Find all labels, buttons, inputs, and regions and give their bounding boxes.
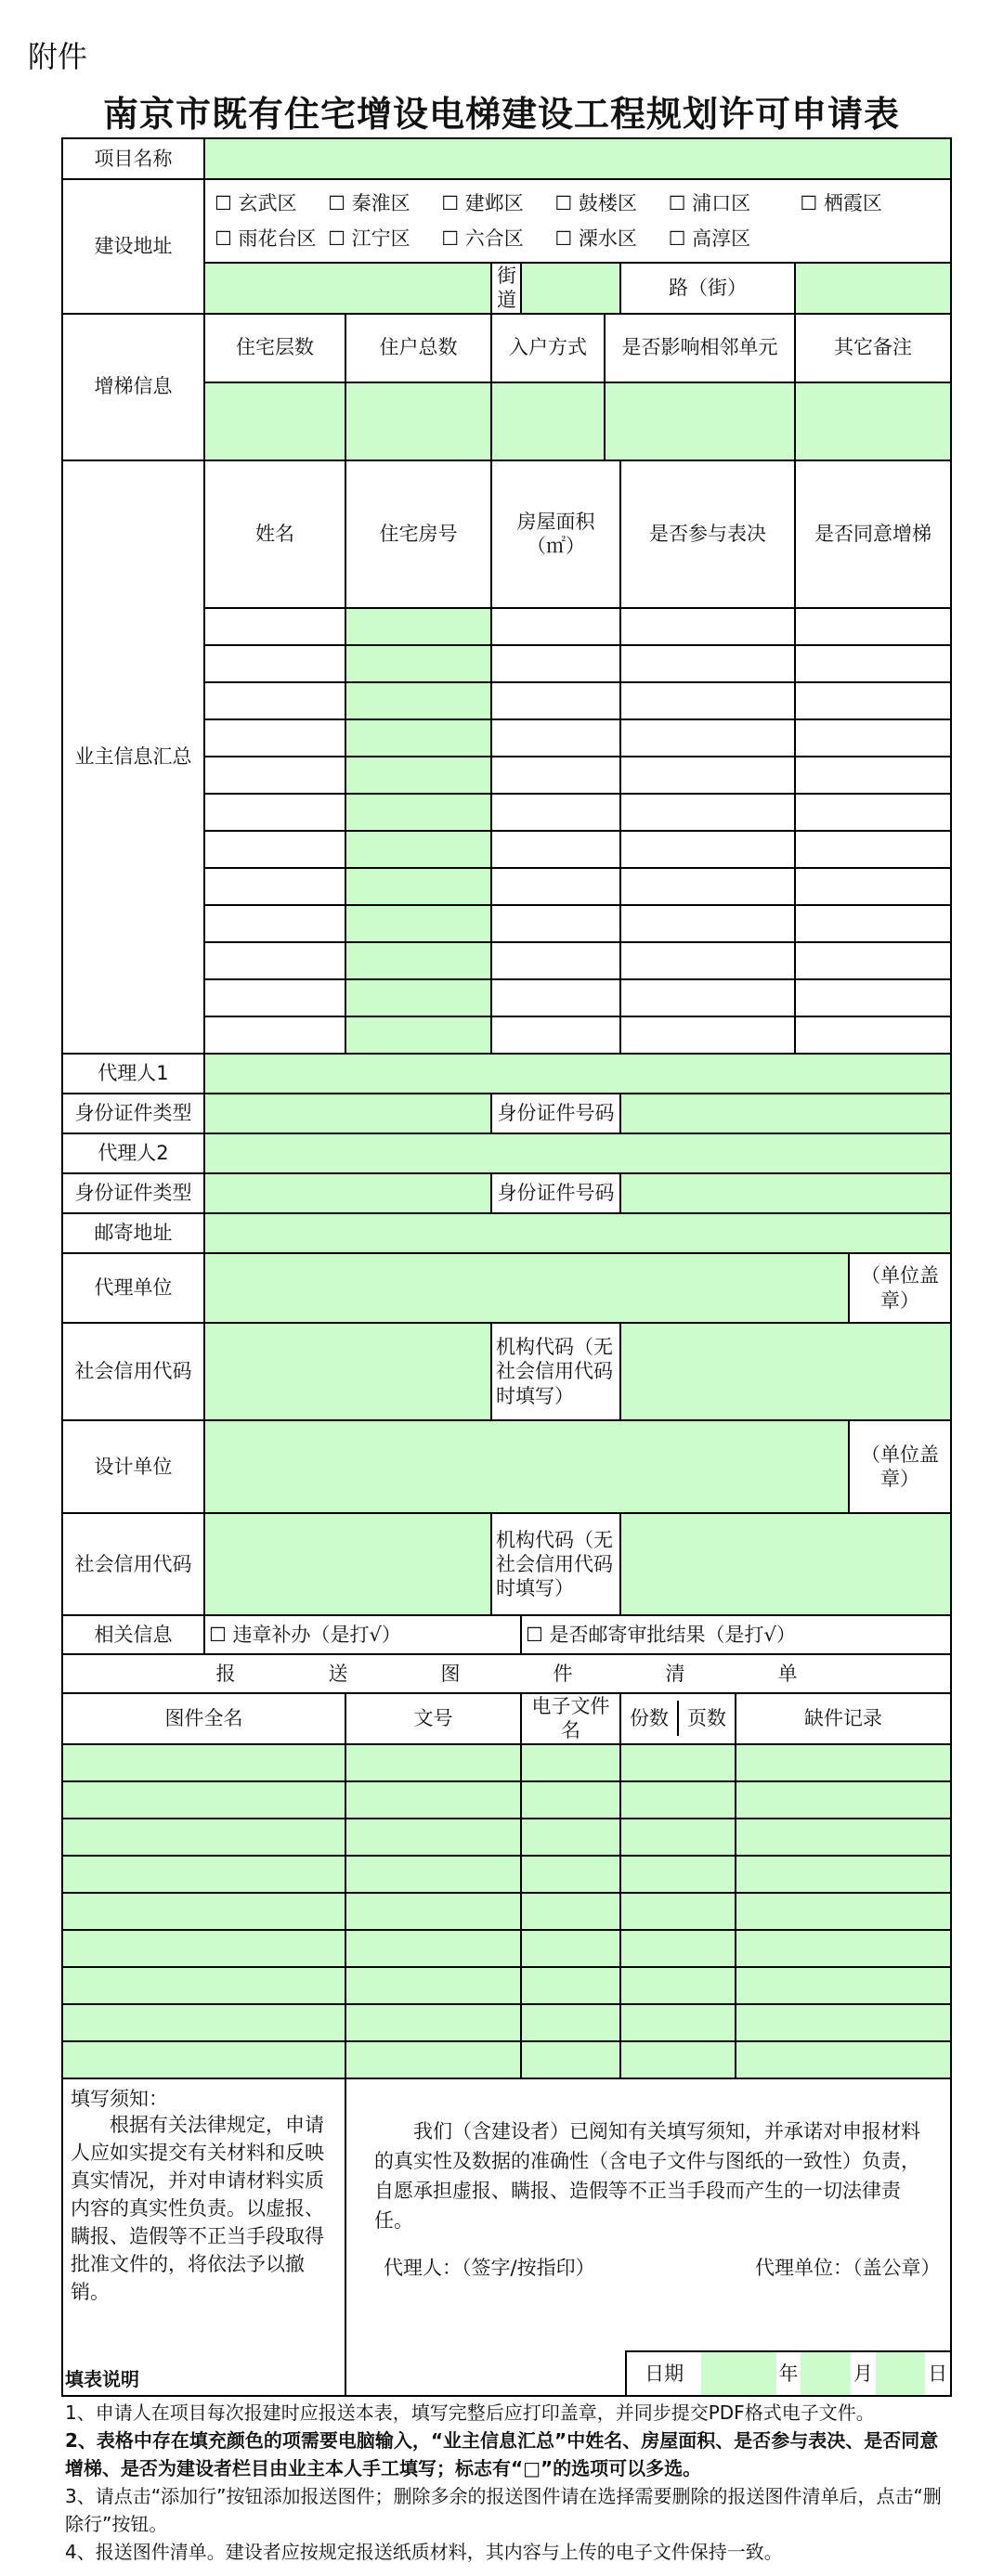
- label-address: 建设地址: [62, 179, 204, 314]
- elevator-note-input[interactable]: [795, 382, 951, 460]
- doc-no-input[interactable]: [345, 1781, 521, 1819]
- credit-code-2-input[interactable]: [204, 1513, 491, 1615]
- missing-input[interactable]: [736, 1819, 951, 1856]
- missing-input[interactable]: [736, 1744, 951, 1781]
- agent1-input[interactable]: [204, 1054, 951, 1094]
- owner-name-cell[interactable]: [204, 719, 345, 757]
- missing-input[interactable]: [736, 2041, 951, 2078]
- missing-input[interactable]: [736, 1967, 951, 2004]
- owner-name-cell[interactable]: [204, 608, 345, 645]
- header-copies: 份数: [621, 1701, 679, 1736]
- notice-body: 根据有关法律规定，申请人应如实提交有关材料和反映真实情况，并对申请材料实质内容的真实性负责。以虚报、瞒报、造假等不正当手段取得批准文件的，将依法予以撤销。: [71, 2113, 324, 2303]
- street-input[interactable]: [204, 263, 491, 314]
- label-id-type-2: 身份证件类型: [62, 1173, 204, 1213]
- header-elevator-note: 其它备注: [795, 314, 951, 382]
- label-street: 街道: [491, 263, 521, 314]
- label-postal: 邮寄地址: [62, 1213, 204, 1253]
- district-option[interactable]: ☐ 浦口区: [668, 191, 751, 214]
- owner-area-cell[interactable]: [491, 979, 620, 1016]
- e-file-input[interactable]: [521, 1893, 620, 1930]
- copies-pages-input[interactable]: [620, 1744, 736, 1781]
- agent2-input[interactable]: [204, 1133, 951, 1173]
- owner-name-cell[interactable]: [204, 645, 345, 682]
- doc-no-input[interactable]: [345, 2041, 521, 2078]
- owner-agree-cell[interactable]: [795, 719, 951, 757]
- owner-name-cell[interactable]: [204, 682, 345, 719]
- header-vote: 是否参与表决: [620, 460, 795, 609]
- owner-name-cell[interactable]: [204, 1016, 345, 1054]
- header-affect: 是否影响相邻单元: [605, 314, 795, 382]
- label-id-no-1: 身份证件号码: [491, 1094, 620, 1133]
- owner-vote-cell[interactable]: [620, 682, 795, 719]
- label-org-code-2: 机构代码（无社会信用代码时填写）: [491, 1513, 620, 1615]
- page-label: 附件: [28, 39, 88, 74]
- project-name-input[interactable]: [204, 138, 951, 179]
- application-form: [61, 137, 952, 2397]
- header-doc-no: 文号: [345, 1693, 521, 1744]
- option-mail[interactable]: ☐ 是否邮寄审批结果（是打√）: [521, 1615, 951, 1654]
- header-owner-name: 姓名: [204, 460, 345, 609]
- owner-vote-cell[interactable]: [620, 645, 795, 682]
- owner-room-input[interactable]: [345, 645, 491, 682]
- district-option[interactable]: ☐ 建邺区: [441, 191, 524, 214]
- doc-name-input[interactable]: [62, 1819, 345, 1856]
- owner-name-cell[interactable]: [204, 868, 345, 905]
- district-option[interactable]: ☐ 江宁区: [328, 227, 410, 250]
- doc-no-input[interactable]: [345, 2004, 521, 2041]
- owner-vote-cell[interactable]: [620, 608, 795, 645]
- id-type-2-input[interactable]: [204, 1173, 491, 1213]
- owner-name-cell[interactable]: [204, 757, 345, 794]
- e-file-input[interactable]: [521, 2041, 620, 2078]
- owner-vote-cell[interactable]: [620, 905, 795, 942]
- missing-input[interactable]: [736, 1930, 951, 1967]
- doc-no-input[interactable]: [345, 1744, 521, 1781]
- owner-room-input[interactable]: [345, 794, 491, 831]
- owner-vote-cell[interactable]: [620, 719, 795, 757]
- header-doc-name: 图件全名: [62, 1693, 345, 1744]
- doc-no-input[interactable]: [345, 1967, 521, 2004]
- owner-vote-cell[interactable]: [620, 942, 795, 979]
- owner-agree-cell[interactable]: [795, 794, 951, 831]
- owner-area-cell[interactable]: [491, 831, 620, 868]
- district-option[interactable]: ☐ 秦淮区: [328, 191, 410, 214]
- doc-no-input[interactable]: [345, 1819, 521, 1856]
- doc-name-input[interactable]: [62, 1893, 345, 1930]
- list-title: 报送图件清单: [62, 1654, 951, 1693]
- missing-input[interactable]: [736, 1781, 951, 1819]
- owner-agree-cell[interactable]: [795, 868, 951, 905]
- owner-area-cell[interactable]: [491, 719, 620, 757]
- owner-agree-cell[interactable]: [795, 608, 951, 645]
- copies-pages-input[interactable]: [620, 2041, 736, 2078]
- label-day: 日: [928, 2362, 948, 2385]
- owner-name-cell[interactable]: [204, 905, 345, 942]
- owner-room-input[interactable]: [345, 719, 491, 757]
- owner-area-cell[interactable]: [491, 608, 620, 645]
- pledge-cell: [345, 2078, 951, 2396]
- road-input[interactable]: [521, 263, 620, 314]
- header-copies-pages: [620, 1693, 736, 1744]
- agent-unit-input[interactable]: [204, 1253, 849, 1323]
- doc-name-input[interactable]: [62, 2004, 345, 2041]
- pledge-text: 我们（含建设者）已阅知有关填写须知，并承诺对申报材料的真实性及数据的准确性（含电子文件与图纸的一致性）负责，自愿承担虚报、瞒报、造假等不正当手段而产生的一切法律责任。: [374, 2119, 920, 2232]
- owner-room-input[interactable]: [345, 682, 491, 719]
- copies-pages-input[interactable]: [620, 1819, 736, 1856]
- owner-name-cell[interactable]: [204, 979, 345, 1016]
- owner-room-input[interactable]: [345, 979, 491, 1016]
- label-road: 路（街）: [620, 263, 795, 314]
- note-item-2: 2、表格中存在填充颜色的项需要电脑输入，“业主信息汇总”中姓名、房屋面积、是否参与表决、是否同意增梯、是否为建设者栏目由业主本人手工填写；标志有“□”的选项可以多选。: [65, 2429, 939, 2479]
- doc-name-input[interactable]: [62, 1967, 345, 2004]
- label-org-code-1: 机构代码（无社会信用代码时填写）: [491, 1323, 620, 1420]
- label-credit-code-2: 社会信用代码: [62, 1513, 204, 1615]
- label-agent2: 代理人2: [62, 1133, 204, 1173]
- district-option[interactable]: ☐ 玄武区: [215, 191, 297, 214]
- owner-agree-cell[interactable]: [795, 757, 951, 794]
- header-area: 房屋面积（㎡）: [491, 460, 620, 609]
- owner-room-input[interactable]: [345, 905, 491, 942]
- credit-code-1-input[interactable]: [204, 1323, 491, 1420]
- header-entry: 入户方式: [491, 314, 605, 382]
- owner-agree-cell[interactable]: [795, 905, 951, 942]
- owner-area-cell[interactable]: [491, 942, 620, 979]
- district-option[interactable]: ☐ 高淳区: [668, 227, 751, 250]
- e-file-input[interactable]: [521, 2004, 620, 2041]
- owner-area-cell[interactable]: [491, 757, 620, 794]
- owner-area-cell[interactable]: [491, 868, 620, 905]
- header-e-file: 电子文件名: [521, 1693, 620, 1744]
- district-option[interactable]: ☐ 栖霞区: [800, 191, 882, 214]
- org-code-1-input[interactable]: [620, 1323, 951, 1420]
- label-owner-summary: 业主信息汇总: [62, 460, 204, 1055]
- notice-cell: [62, 2078, 345, 2396]
- notes-title: 填表说明: [65, 2368, 139, 2390]
- label-project-name: 项目名称: [62, 138, 204, 179]
- number-input[interactable]: [795, 263, 951, 314]
- district-option[interactable]: ☐ 雨花台区: [215, 227, 317, 250]
- copies-pages-input[interactable]: [620, 1781, 736, 1819]
- owner-agree-cell[interactable]: [795, 831, 951, 868]
- note-item-3: 3、请点击“添加行”按钮添加报送图件；删除多余的报送图件请在选择需要删除的报送图件清单后，点击“删除行”按钮。: [65, 2485, 942, 2535]
- missing-input[interactable]: [736, 1893, 951, 1930]
- agent-unit-seal: （单位盖章）: [849, 1253, 951, 1323]
- e-file-input[interactable]: [521, 1967, 620, 2004]
- header-floors: 住宅层数: [204, 314, 345, 382]
- doc-name-input[interactable]: [62, 1781, 345, 1819]
- owner-room-input[interactable]: [345, 608, 491, 645]
- owner-name-cell[interactable]: [204, 831, 345, 868]
- district-option[interactable]: ☐ 溧水区: [554, 227, 637, 250]
- entry-input[interactable]: [491, 382, 605, 460]
- owner-agree-cell[interactable]: [795, 645, 951, 682]
- owner-area-cell[interactable]: [491, 645, 620, 682]
- owner-agree-cell[interactable]: [795, 942, 951, 979]
- postal-input[interactable]: [204, 1213, 951, 1253]
- owner-vote-cell[interactable]: [620, 794, 795, 831]
- doc-no-input[interactable]: [345, 1856, 521, 1893]
- label-credit-code-1: 社会信用代码: [62, 1323, 204, 1420]
- id-no-1-input[interactable]: [620, 1094, 951, 1133]
- doc-name-input[interactable]: [62, 2041, 345, 2078]
- owner-vote-cell[interactable]: [620, 757, 795, 794]
- header-agree: 是否同意增梯: [795, 460, 951, 609]
- doc-name-input[interactable]: [62, 1856, 345, 1893]
- design-unit-seal: （单位盖章）: [849, 1420, 951, 1513]
- affect-input[interactable]: [605, 382, 795, 460]
- label-month: 月: [853, 2362, 873, 2385]
- label-design-unit: 设计单位: [62, 1420, 204, 1513]
- e-file-input[interactable]: [521, 1744, 620, 1781]
- doc-no-input[interactable]: [345, 1893, 521, 1930]
- copies-pages-input[interactable]: [620, 1930, 736, 1967]
- owner-agree-cell[interactable]: [795, 979, 951, 1016]
- district-option[interactable]: ☐ 鼓楼区: [554, 191, 637, 214]
- filling-notes: [65, 2365, 957, 2566]
- label-agent-unit: 代理单位: [62, 1253, 204, 1323]
- header-pages: 页数: [687, 1707, 726, 1730]
- sign-unit: 代理单位：（盖公章）: [755, 2256, 941, 2279]
- owner-area-cell[interactable]: [491, 682, 620, 719]
- label-related: 相关信息: [62, 1615, 204, 1654]
- id-no-2-input[interactable]: [620, 1173, 951, 1213]
- org-code-2-input[interactable]: [620, 1513, 951, 1615]
- owner-room-input[interactable]: [345, 831, 491, 868]
- owner-vote-cell[interactable]: [620, 831, 795, 868]
- copies-pages-input[interactable]: [620, 1967, 736, 2004]
- e-file-input[interactable]: [521, 1930, 620, 1967]
- label-year: 年: [778, 2362, 799, 2385]
- doc-name-input[interactable]: [62, 1744, 345, 1781]
- e-file-input[interactable]: [521, 1781, 620, 1819]
- header-room-no: 住宅房号: [345, 460, 491, 609]
- owner-agree-cell[interactable]: [795, 682, 951, 719]
- owner-area-cell[interactable]: [491, 1016, 620, 1054]
- owner-room-input[interactable]: [345, 868, 491, 905]
- copies-pages-input[interactable]: [620, 1893, 736, 1930]
- owner-room-input[interactable]: [345, 1016, 491, 1054]
- sign-agent: 代理人：（签字/按指印）: [384, 2256, 595, 2279]
- owner-agree-cell[interactable]: [795, 1016, 951, 1054]
- owner-name-cell[interactable]: [204, 942, 345, 979]
- missing-input[interactable]: [736, 1856, 951, 1893]
- doc-name-input[interactable]: [62, 1930, 345, 1967]
- owner-area-cell[interactable]: [491, 794, 620, 831]
- label-id-type-1: 身份证件类型: [62, 1094, 204, 1133]
- district-options: [204, 179, 951, 263]
- id-type-1-input[interactable]: [204, 1094, 491, 1133]
- header-missing: 缺件记录: [736, 1693, 951, 1744]
- owner-name-cell[interactable]: [204, 794, 345, 831]
- owner-vote-cell[interactable]: [620, 979, 795, 1016]
- note-item-4: 4、报送图件清单。建设者应按规定报送纸质材料，其内容与上传的电子文件保持一致。: [65, 2541, 783, 2563]
- e-file-input[interactable]: [521, 1819, 620, 1856]
- label-agent1: 代理人1: [62, 1054, 204, 1094]
- households-input[interactable]: [345, 382, 491, 460]
- owner-room-input[interactable]: [345, 942, 491, 979]
- label-date: 日期: [645, 2362, 684, 2385]
- option-penalty[interactable]: ☐ 违章补办（是打√）: [204, 1615, 521, 1654]
- design-unit-input[interactable]: [204, 1420, 849, 1513]
- copies-pages-input[interactable]: [620, 2004, 736, 2041]
- header-households: 住户总数: [345, 314, 491, 382]
- note-item-1: 1、申请人在项目每次报建时应报送本表，填写完整后应打印盖章，并同步提交PDF格式电子文件。: [65, 2401, 875, 2424]
- e-file-input[interactable]: [521, 1856, 620, 1893]
- owner-vote-cell[interactable]: [620, 1016, 795, 1054]
- notice-title: 填写须知：: [71, 2087, 168, 2110]
- label-id-no-2: 身份证件号码: [491, 1173, 620, 1213]
- label-elevator-info: 增梯信息: [62, 314, 204, 460]
- form-title: 南京市既有住宅增设电梯建设工程规划许可申请表: [102, 94, 900, 135]
- missing-input[interactable]: [736, 2004, 951, 2041]
- owner-area-cell[interactable]: [491, 905, 620, 942]
- doc-no-input[interactable]: [345, 1930, 521, 1967]
- owner-vote-cell[interactable]: [620, 868, 795, 905]
- copies-pages-input[interactable]: [620, 1856, 736, 1893]
- district-option[interactable]: ☐ 六合区: [441, 227, 524, 250]
- floors-input[interactable]: [204, 382, 345, 460]
- owner-room-input[interactable]: [345, 757, 491, 794]
